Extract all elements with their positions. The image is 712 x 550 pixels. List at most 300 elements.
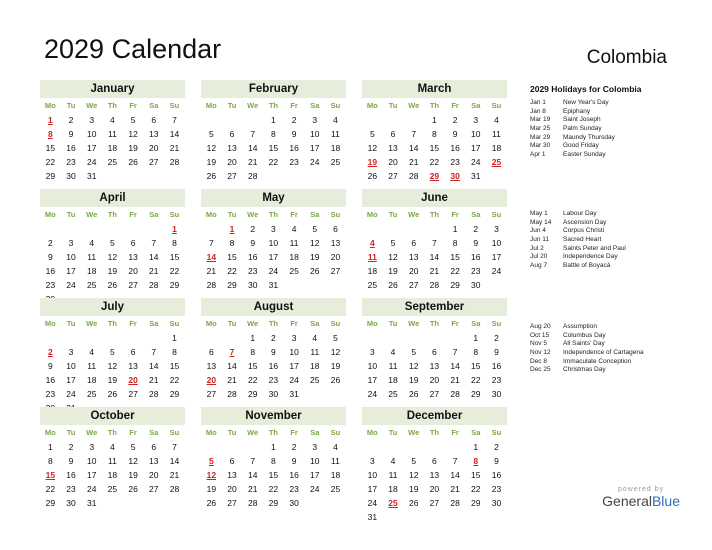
holiday-name: All Saints' Day [563,340,605,348]
holiday-day-cell: 19 [367,157,378,167]
day-cell: 16 [45,266,56,276]
month-name: August [201,298,346,316]
day-cell: 5 [390,238,396,248]
holiday-day-cell: 8 [473,456,479,466]
holiday-row [530,125,710,134]
day-cell: 8 [172,238,177,248]
day-cell: 18 [310,361,320,371]
day-cell: 4 [390,456,396,466]
month-april [40,189,185,306]
weekday-header [201,316,346,331]
empty-cell [403,440,424,454]
weekday-label: Mo [205,428,217,437]
weekday-label: Th [107,319,117,328]
day-cell: 20 [388,157,398,167]
day-cell: 26 [310,266,320,276]
empty-cell [362,440,383,454]
day-cell: 3 [89,115,95,125]
day-cell: 8 [271,129,276,139]
holiday-date: Dec 8 [530,357,547,365]
day-cell: 29 [471,389,481,399]
empty-cell [403,331,424,345]
day-cell: 19 [388,266,398,276]
holiday-row [530,245,710,254]
day-cell: 15 [169,252,180,262]
day-cell: 24 [86,484,97,494]
weekday-header [201,98,346,113]
day-cell: 1 [473,333,479,343]
month-name: June [362,189,507,207]
day-cell: 25 [330,157,341,167]
day-cell: 25 [107,157,118,167]
day-cell: 21 [149,375,159,385]
day-cell: 13 [330,238,341,248]
day-cell: 6 [432,347,437,357]
empty-cell [383,440,404,454]
holiday-date: Nov 5 [530,340,547,348]
day-cell: 11 [331,129,340,139]
day-cell: 24 [367,389,378,399]
month-january [40,80,185,183]
weekday-header [40,207,185,222]
day-cell: 27 [388,171,398,181]
holiday-row [530,262,710,271]
weekday-label: Fr [290,428,298,437]
weekday-label: Su [330,101,341,110]
day-cell: 17 [86,470,97,480]
weekday-label: Sa [471,210,481,219]
day-cell: 21 [149,266,159,276]
day-cell: 27 [429,498,440,508]
day-cell: 8 [47,456,53,466]
day-cell: 17 [66,375,76,385]
day-cell: 7 [208,238,214,248]
day-cell: 28 [247,498,258,508]
day-cell: 2 [291,442,297,452]
weekday-header [40,316,185,331]
day-cell: 14 [247,470,258,480]
weekday-label: Sa [149,319,159,328]
holiday-day-cell: 7 [229,347,235,357]
holiday-name: New Year's Day [563,99,609,106]
country-name: Colombia [586,47,667,68]
day-cell: 30 [491,498,502,508]
day-cell: 25 [330,484,341,494]
holiday-date: Mar 29 [530,133,551,141]
holiday-date: Nov 12 [530,349,551,357]
weekday-label: Su [491,210,502,219]
day-cell: 15 [429,143,440,153]
empty-cell [222,331,243,345]
weekday-label: Fr [129,101,137,110]
weekday-header [201,207,346,222]
day-cell: 4 [333,442,338,452]
day-cell: 29 [169,389,180,399]
day-cell: 26 [128,484,138,494]
day-cell: 13 [128,252,138,262]
day-cell: 4 [110,115,115,125]
day-cell: 14 [149,361,159,371]
day-cell: 16 [45,375,56,385]
day-cell: 27 [149,484,159,494]
weekday-label: Mo [366,210,378,219]
day-grid [362,331,507,401]
day-cell: 24 [310,484,320,494]
holiday-day-cell: 1 [229,224,235,234]
month-name: May [201,189,346,207]
day-cell: 14 [429,252,440,262]
holiday-date: Jul 20 [530,253,548,261]
weekday-label: Mo [205,210,217,219]
day-cell: 7 [452,347,458,357]
day-cell: 30 [289,498,299,508]
day-cell: 13 [149,456,159,466]
day-cell: 6 [130,347,136,357]
day-cell: 18 [86,375,97,385]
holiday-row [530,349,710,358]
day-cell: 24 [66,280,76,290]
day-cell: 28 [149,389,159,399]
day-cell: 25 [289,266,299,276]
day-cell: 8 [473,347,479,357]
empty-cell [40,222,61,236]
weekday-label: Tu [227,428,237,437]
month-name: January [40,80,185,98]
day-cell: 5 [411,456,417,466]
day-cell: 15 [169,361,180,371]
day-cell: 29 [471,498,481,508]
day-cell: 22 [45,157,56,167]
day-cell: 28 [169,157,180,167]
day-cell: 19 [206,157,217,167]
holiday-row [530,227,710,236]
weekday-label: Mo [44,101,56,110]
day-cell: 11 [107,456,117,466]
day-cell: 24 [86,157,97,167]
weekday-label: Th [107,210,117,219]
weekday-label: Su [330,319,341,328]
holiday-name: Good Friday [563,142,599,150]
holiday-date: May 1 [530,210,548,217]
weekday-label: Mo [205,319,217,328]
weekday-label: Fr [451,319,459,328]
day-cell: 24 [367,498,378,508]
day-cell: 10 [471,129,481,139]
holidays-title: 2029 Holidays for Colombia [530,84,642,94]
day-cell: 28 [429,280,440,290]
day-cell: 14 [169,456,180,466]
day-cell: 10 [367,470,378,480]
weekday-label: Tu [388,319,398,328]
month-may [201,189,346,292]
month-june [362,189,507,292]
day-cell: 11 [289,238,299,248]
day-cell: 9 [68,129,74,139]
empty-cell [383,331,404,345]
day-cell: 25 [86,389,97,399]
holiday-day-cell: 4 [369,238,375,248]
weekday-label: Tu [227,101,237,110]
day-cell: 9 [494,456,499,466]
weekday-label: Tu [66,428,76,437]
empty-cell [445,440,466,454]
day-cell: 3 [271,224,276,234]
day-cell: 29 [169,280,180,290]
day-cell: 21 [450,484,460,494]
holiday-date: Apr 1 [530,151,546,159]
day-cell: 17 [268,252,279,262]
weekday-label: We [408,319,420,328]
day-cell: 6 [130,238,136,248]
empty-cell [201,222,222,236]
day-cell: 17 [310,470,320,480]
day-cell: 22 [169,375,180,385]
day-cell: 11 [87,361,97,371]
month-name: March [362,80,507,98]
holiday-row [530,210,710,219]
day-cell: 15 [45,143,56,153]
holiday-day-cell: 29 [429,171,440,181]
day-cell: 14 [408,143,419,153]
day-cell: 23 [247,266,258,276]
day-cell: 13 [388,143,398,153]
day-cell: 3 [312,115,318,125]
empty-cell [222,113,243,127]
day-grid [40,440,185,510]
day-cell: 5 [110,238,115,248]
month-october [40,407,185,510]
day-cell: 6 [390,129,396,139]
empty-cell [102,222,123,236]
weekday-label: Sa [149,428,159,437]
day-cell: 21 [227,375,237,385]
day-cell: 5 [333,333,338,343]
weekday-header [362,316,507,331]
day-cell: 30 [66,498,76,508]
day-cell: 3 [291,333,297,343]
day-cell: 7 [250,456,256,466]
day-cell: 3 [494,224,499,234]
holiday-row [530,253,710,262]
holiday-day-cell: 15 [45,470,56,480]
holiday-name: Columbus Day [563,331,606,339]
weekday-label: Su [169,210,180,219]
day-grid [201,113,346,183]
weekday-label: Th [429,319,439,328]
day-cell: 11 [492,129,501,139]
weekday-label: Tu [388,210,398,219]
day-cell: 22 [45,484,56,494]
day-cell: 22 [247,375,258,385]
day-cell: 1 [473,442,479,452]
weekday-label: Fr [129,210,137,219]
day-cell: 18 [330,470,341,480]
holiday-date: May 14 [530,218,552,226]
day-cell: 2 [291,115,297,125]
weekday-label: Su [491,428,502,437]
day-cell: 23 [289,484,299,494]
weekday-label: We [86,210,98,219]
day-cell: 22 [471,375,481,385]
day-cell: 5 [369,129,375,139]
day-cell: 8 [172,347,177,357]
day-cell: 21 [169,470,180,480]
day-cell: 18 [330,143,341,153]
weekday-label: Fr [129,319,137,328]
holiday-row [530,108,710,117]
day-cell: 17 [86,143,97,153]
day-cell: 22 [169,266,180,276]
weekday-label: We [86,428,98,437]
day-cell: 3 [312,442,318,452]
day-cell: 12 [107,252,118,262]
weekday-label: Sa [149,101,159,110]
weekday-label: Mo [366,319,378,328]
empty-cell [61,222,82,236]
weekday-label: We [86,319,98,328]
day-cell: 20 [429,484,440,494]
empty-cell [61,331,82,345]
empty-cell [424,222,445,236]
holiday-date: Mar 19 [530,116,551,124]
holiday-row [530,340,710,349]
empty-cell [424,331,445,345]
day-cell: 28 [169,484,180,494]
weekday-label: We [247,428,259,437]
day-cell: 30 [66,171,76,181]
day-cell: 6 [151,115,157,125]
day-cell: 14 [450,361,460,371]
day-grid [201,440,346,510]
day-cell: 10 [66,252,76,262]
day-cell: 12 [408,470,419,480]
holiday-name: Independence Day [563,253,618,261]
day-cell: 26 [107,389,118,399]
day-cell: 27 [149,157,159,167]
holiday-row [530,134,710,143]
day-cell: 27 [128,389,138,399]
day-cell: 29 [268,498,279,508]
day-cell: 6 [432,456,437,466]
day-cell: 14 [169,129,180,139]
day-cell: 15 [247,361,258,371]
holiday-row [530,99,710,108]
weekday-label: Fr [290,319,298,328]
empty-cell [40,331,61,345]
day-cell: 8 [250,347,256,357]
day-cell: 10 [268,238,279,248]
day-cell: 4 [390,347,396,357]
day-cell: 27 [128,280,138,290]
weekday-header [40,425,185,440]
day-cell: 18 [107,470,118,480]
day-cell: 13 [128,361,138,371]
page-title: 2029 Calendar [44,34,222,64]
weekday-label: Th [429,101,439,110]
day-cell: 26 [367,171,378,181]
day-cell: 22 [227,266,237,276]
empty-cell [362,331,383,345]
month-name: October [40,407,185,425]
empty-cell [403,222,424,236]
day-cell: 9 [250,238,256,248]
brand-general: General [602,493,652,509]
holiday-day-cell: 12 [206,470,217,480]
day-cell: 1 [452,224,458,234]
day-cell: 13 [429,361,440,371]
holiday-name: Sacred Heart [563,236,602,244]
day-cell: 23 [66,157,76,167]
weekday-label: Sa [310,101,320,110]
day-cell: 30 [491,389,502,399]
day-cell: 27 [330,266,341,276]
day-cell: 28 [227,389,237,399]
day-cell: 27 [227,498,237,508]
day-cell: 17 [367,484,378,494]
weekday-label: Su [169,319,180,328]
month-name: April [40,189,185,207]
day-cell: 24 [268,266,279,276]
day-cell: 3 [68,347,74,357]
day-cell: 19 [107,375,118,385]
day-cell: 20 [128,266,138,276]
day-cell: 2 [68,115,74,125]
day-cell: 19 [107,266,118,276]
month-september [362,298,507,401]
empty-cell [201,331,222,345]
day-cell: 10 [367,361,378,371]
day-cell: 12 [206,143,217,153]
day-cell: 26 [388,280,398,290]
day-cell: 9 [473,238,479,248]
weekday-label: Th [268,428,278,437]
holiday-name: Maundy Thursday [563,133,615,141]
day-cell: 27 [408,280,419,290]
month-august [201,298,346,401]
month-february [201,80,346,183]
day-cell: 9 [494,347,499,357]
empty-cell [222,440,243,454]
weekday-label: Th [107,101,117,110]
day-cell: 16 [289,470,299,480]
day-cell: 23 [268,375,279,385]
day-cell: 18 [289,252,299,262]
day-cell: 15 [268,470,279,480]
day-grid [362,440,507,524]
day-cell: 12 [367,143,378,153]
day-cell: 2 [47,238,53,248]
weekday-label: Sa [471,319,481,328]
day-cell: 1 [271,115,276,125]
holiday-name: Easter Sunday [563,151,606,159]
weekday-header [362,425,507,440]
weekday-label: Su [330,428,341,437]
month-december [362,407,507,524]
day-cell: 9 [452,129,458,139]
day-cell: 5 [130,115,136,125]
day-cell: 19 [408,484,419,494]
holiday-row [530,323,710,332]
day-cell: 23 [45,389,56,399]
holiday-day-cell: 1 [172,224,177,234]
day-cell: 4 [312,333,318,343]
holiday-row [530,142,710,151]
day-cell: 13 [408,252,419,262]
day-cell: 18 [86,266,97,276]
day-cell: 31 [86,171,97,181]
day-cell: 1 [172,333,177,343]
day-cell: 9 [291,456,297,466]
